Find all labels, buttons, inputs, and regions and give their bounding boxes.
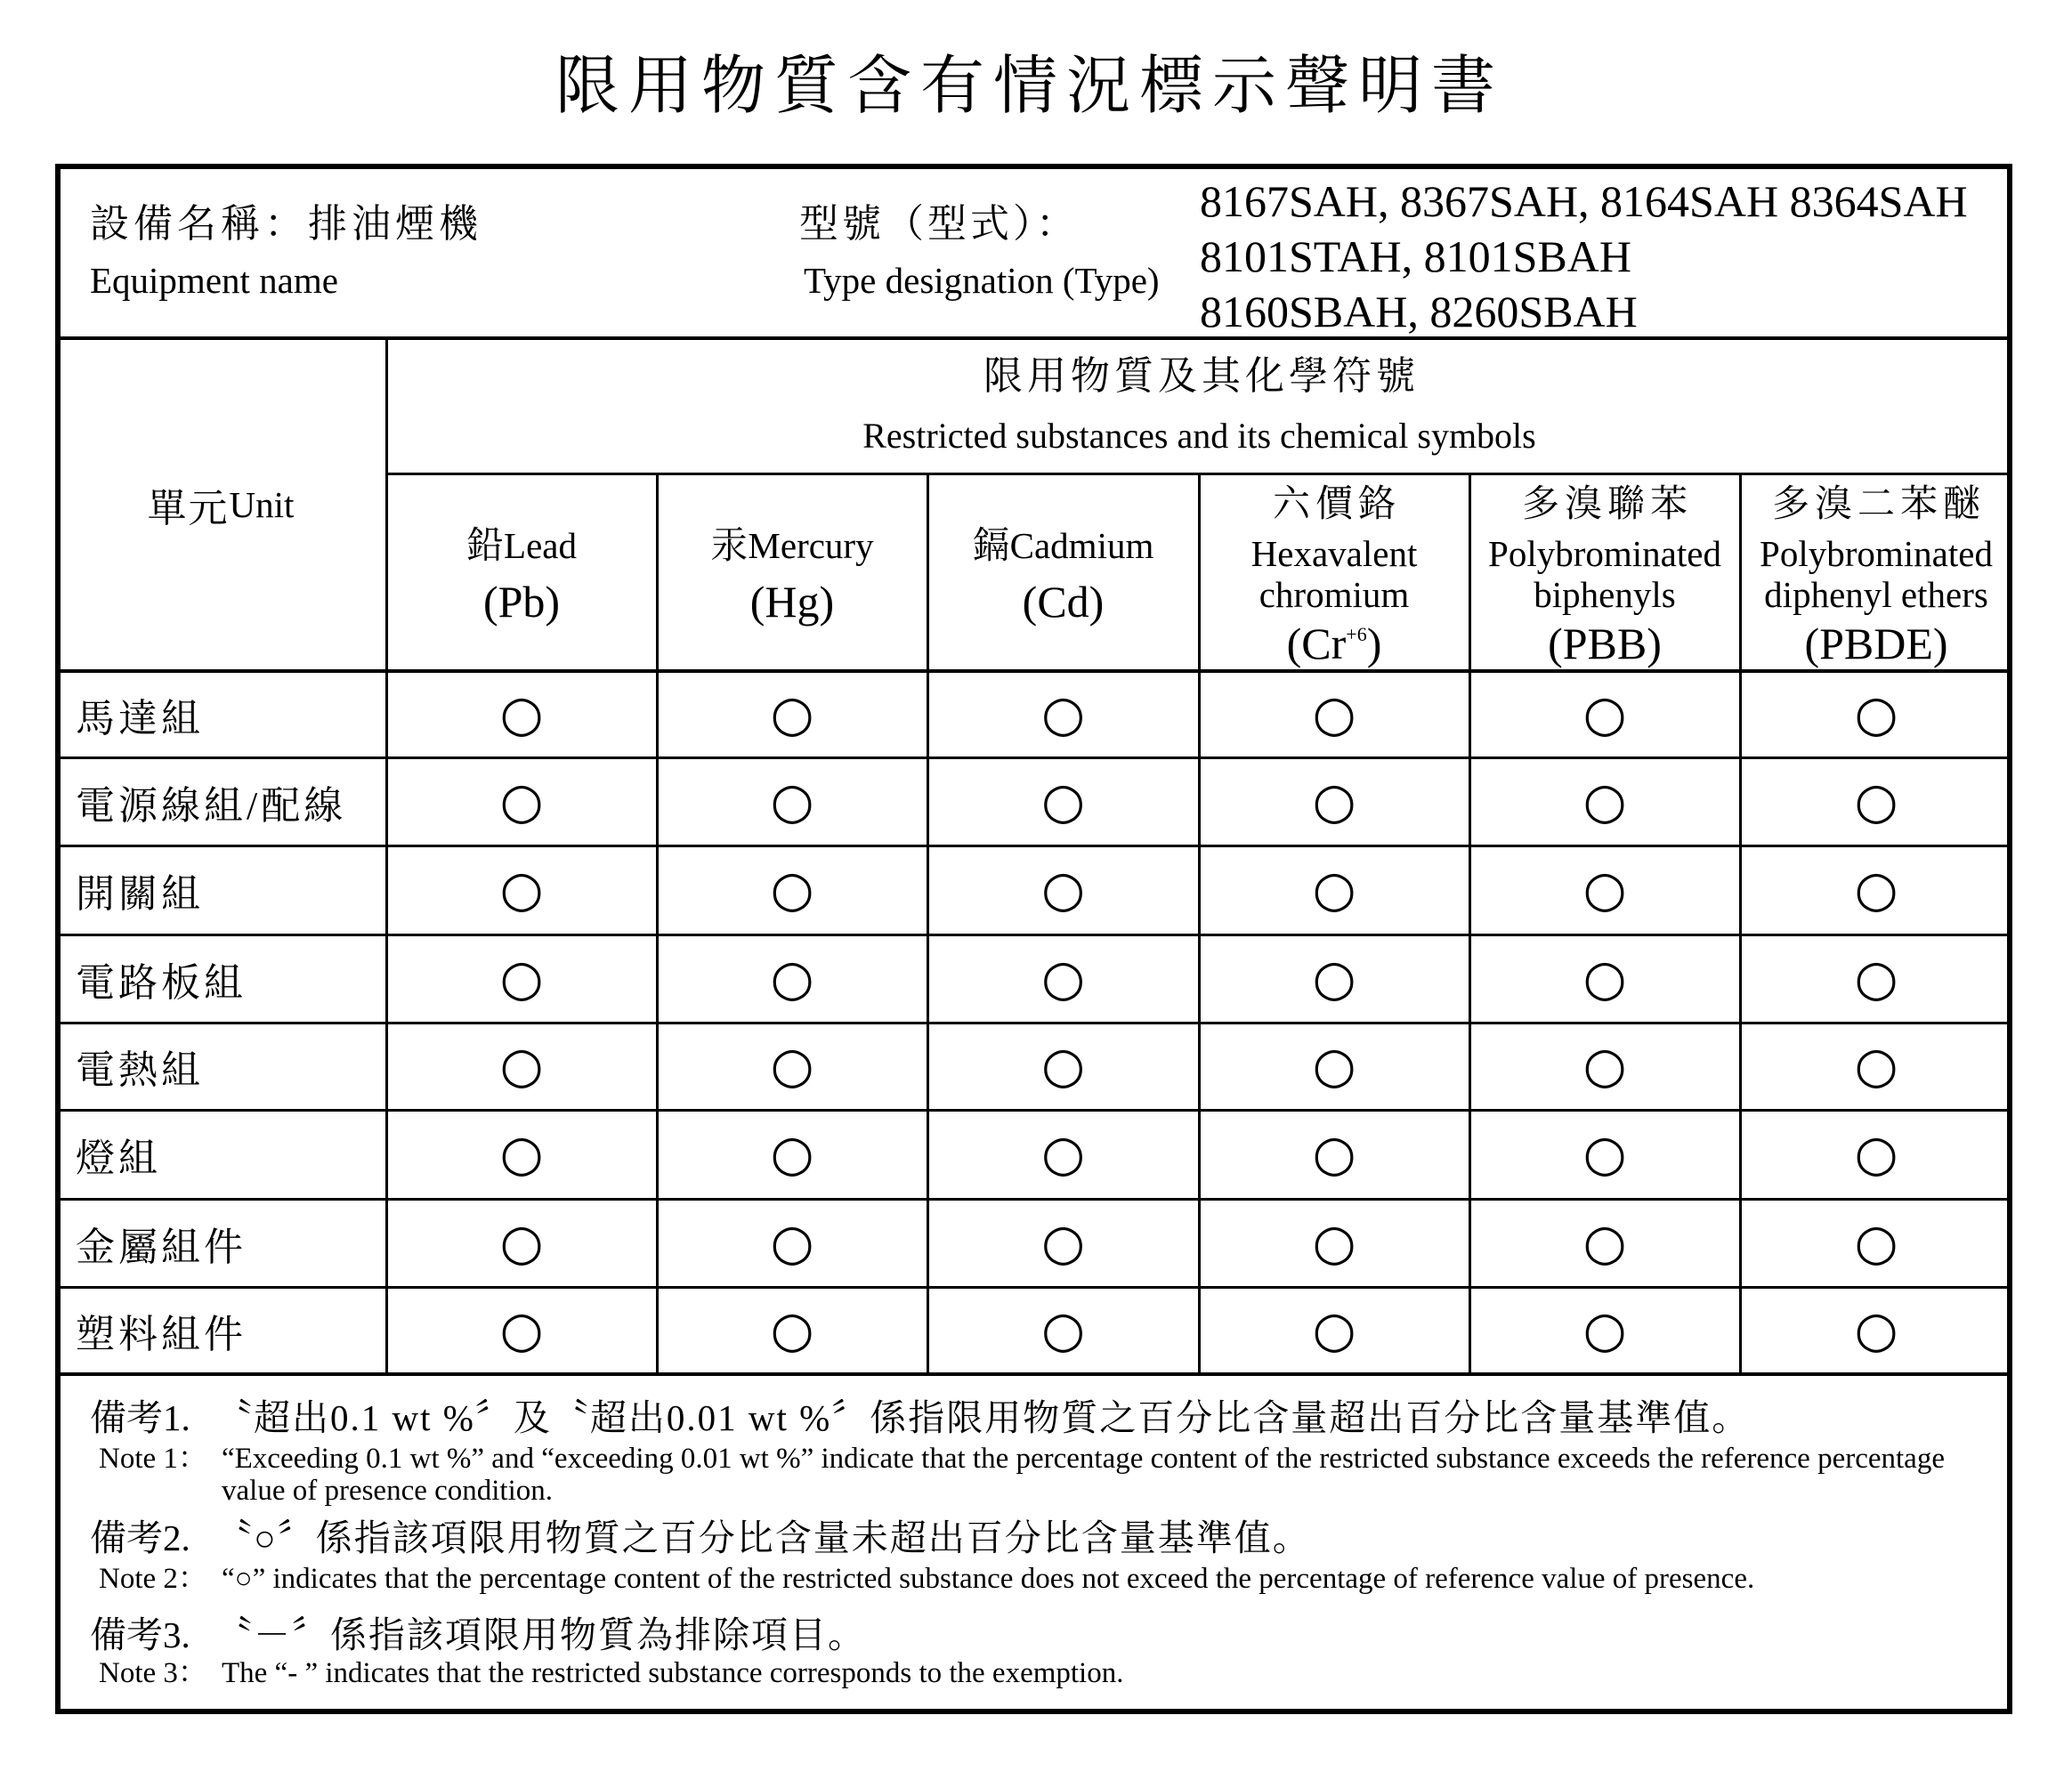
not-exceeding-mark: ○ <box>1854 772 1898 830</box>
part-name: 燈組 <box>76 1137 161 1180</box>
not-exceeding-mark: ○ <box>1582 1037 1627 1095</box>
note-label: Note 3： <box>99 1657 207 1689</box>
chemical-symbol-text: (Pb) <box>482 577 561 627</box>
chemical-symbol-text: (PBB) <box>1548 619 1662 668</box>
substance-name-en: Polybrominated <box>1760 533 1993 574</box>
substance-name-zh: 六價鉻 <box>1272 484 1401 525</box>
not-exceeding-mark: ○ <box>1312 949 1356 1007</box>
not-exceeding-mark: ○ <box>1312 1213 1356 1272</box>
part-name: 開關組 <box>76 872 204 916</box>
substance-name-en: Mercury <box>748 525 874 566</box>
substance-name-en: Polybrominated <box>1488 533 1721 574</box>
not-exceeding-mark: ○ <box>499 1037 544 1095</box>
substance-name-en: biphenyls <box>1534 574 1676 615</box>
note-text: The “- ” indicates that the restricted substance corresponds to the exemption. <box>222 1657 1124 1689</box>
substance-name-en: Cadmium <box>1009 525 1154 566</box>
note-text: “Exceeding 0.1 wt %” and “exceeding 0.01 wt %” indicate that the percentage content of the restricted substance exceeds the reference percentage <box>222 1443 1945 1475</box>
substance-name-zh: 汞 <box>710 526 749 567</box>
not-exceeding-mark: ○ <box>1041 1213 1085 1272</box>
part-name: 電源線組/配線 <box>76 783 347 828</box>
not-exceeding-mark: ○ <box>1041 1301 1085 1359</box>
restricted-substances-header-en: Restricted substances and its chemical symbols <box>862 416 1536 456</box>
part-name: 塑料組件 <box>76 1313 247 1356</box>
not-exceeding-mark: ○ <box>1041 1037 1085 1095</box>
remark-label: 備考3. <box>90 1614 190 1655</box>
not-exceeding-mark: ○ <box>499 772 544 830</box>
not-exceeding-mark: ○ <box>1041 772 1085 830</box>
remark-text: 〝○〞係指該項限用物質之百分比含量未超出百分比含量基準值。 <box>215 1517 1311 1558</box>
chemical-symbol-text: (Hg) <box>749 577 835 627</box>
not-exceeding-mark: ○ <box>1854 949 1898 1007</box>
chemical-symbol-text: (PBDE) <box>1804 619 1948 668</box>
part-name: 電熱組 <box>76 1048 204 1092</box>
not-exceeding-mark: ○ <box>1582 1301 1627 1359</box>
substance-name-zh: 多溴二苯醚 <box>1771 484 1986 525</box>
substance-name-zh: 鉛 <box>466 526 505 567</box>
substance-name-en: chromium <box>1259 574 1410 615</box>
not-exceeding-mark: ○ <box>1312 1301 1356 1359</box>
not-exceeding-mark: ○ <box>499 1213 544 1272</box>
chemical-symbol-close: ) <box>1366 619 1382 668</box>
not-exceeding-mark: ○ <box>1854 1301 1898 1359</box>
not-exceeding-mark: ○ <box>1854 861 1898 918</box>
not-exceeding-mark: ○ <box>770 1125 814 1183</box>
type-label-zh: 型號（型式）： <box>799 202 1079 246</box>
oxidation-state: +6 <box>1346 623 1367 645</box>
table-outer-border <box>55 164 2012 1714</box>
remark-text: 〝超出0.1 wt %〞及〝超出0.01 wt %〞係指限用物質之百分比含量超出百分比含量基準值。 <box>215 1397 1751 1438</box>
not-exceeding-mark: ○ <box>499 1125 544 1183</box>
not-exceeding-mark: ○ <box>1312 684 1356 743</box>
note-text: “○” indicates that the percentage content of the restricted substance does not exceed the percentage of reference value of presence. <box>222 1563 1755 1595</box>
restricted-substances-header-zh: 限用物質及其化學符號 <box>983 354 1420 398</box>
not-exceeding-mark: ○ <box>770 861 814 918</box>
unit-header-zh: 單元 <box>147 487 230 530</box>
not-exceeding-mark: ○ <box>770 1301 814 1359</box>
not-exceeding-mark: ○ <box>1854 684 1898 743</box>
not-exceeding-mark: ○ <box>1582 861 1627 918</box>
not-exceeding-mark: ○ <box>1854 1213 1898 1272</box>
model-number: 8160SBAH, 8260SBAH <box>1200 287 1638 336</box>
part-name: 馬達組 <box>76 696 204 740</box>
substance-name-en: diphenyl ethers <box>1764 574 1988 615</box>
substance-name-en: Hexavalent <box>1250 533 1418 574</box>
equipment-name: 排油煙機 <box>308 202 482 246</box>
part-name: 金屬組件 <box>76 1225 247 1269</box>
type-label-en: Type designation (Type) <box>804 260 1160 301</box>
model-number: 8167SAH, 8367SAH, 8164SAH 8364SAH <box>1200 176 1968 226</box>
substance-name-en: Lead <box>504 525 577 566</box>
not-exceeding-mark: ○ <box>1582 1125 1627 1183</box>
not-exceeding-mark: ○ <box>499 949 544 1007</box>
not-exceeding-mark: ○ <box>1582 772 1627 830</box>
remark-label: 備考1. <box>90 1397 190 1438</box>
not-exceeding-mark: ○ <box>770 949 814 1007</box>
not-exceeding-mark: ○ <box>770 684 814 743</box>
remark-label: 備考2. <box>90 1517 190 1558</box>
not-exceeding-mark: ○ <box>1312 861 1356 918</box>
part-name: 電路板組 <box>76 960 247 1005</box>
not-exceeding-mark: ○ <box>499 684 544 743</box>
declaration-table <box>55 164 2012 1714</box>
not-exceeding-mark: ○ <box>770 1037 814 1095</box>
unit-header-en: Unit <box>229 484 295 525</box>
note-label: Note 2： <box>99 1563 207 1595</box>
not-exceeding-mark: ○ <box>1041 684 1085 743</box>
not-exceeding-mark: ○ <box>770 1213 814 1272</box>
document-title: 限用物質含有情況標示聲明書 <box>554 51 1504 122</box>
not-exceeding-mark: ○ <box>499 1301 544 1359</box>
model-number: 8101STAH, 8101SBAH <box>1200 231 1631 281</box>
not-exceeding-mark: ○ <box>770 772 814 830</box>
not-exceeding-mark: ○ <box>499 861 544 918</box>
equipment-label: 設備名稱： <box>90 202 308 246</box>
not-exceeding-mark: ○ <box>1312 772 1356 830</box>
note-text: value of presence condition. <box>222 1475 554 1507</box>
remark-text: 〝－〞係指該項限用物質為排除項目。 <box>215 1614 866 1655</box>
not-exceeding-mark: ○ <box>1854 1037 1898 1095</box>
not-exceeding-mark: ○ <box>1312 1125 1356 1183</box>
chemical-symbol-text: (Cd) <box>1022 577 1105 627</box>
chemical-symbol-text: (Cr <box>1286 619 1347 668</box>
not-exceeding-mark: ○ <box>1582 684 1627 743</box>
not-exceeding-mark: ○ <box>1041 949 1085 1007</box>
not-exceeding-mark: ○ <box>1582 949 1627 1007</box>
substance-name-zh: 多溴聯苯 <box>1521 484 1693 525</box>
substance-name-zh: 鎘 <box>972 526 1010 567</box>
not-exceeding-mark: ○ <box>1312 1037 1356 1095</box>
note-label: Note 1： <box>99 1443 207 1475</box>
equipment-label-en: Equipment name <box>90 260 338 301</box>
not-exceeding-mark: ○ <box>1041 861 1085 918</box>
not-exceeding-mark: ○ <box>1854 1125 1898 1183</box>
not-exceeding-mark: ○ <box>1582 1213 1627 1272</box>
not-exceeding-mark: ○ <box>1041 1125 1085 1183</box>
